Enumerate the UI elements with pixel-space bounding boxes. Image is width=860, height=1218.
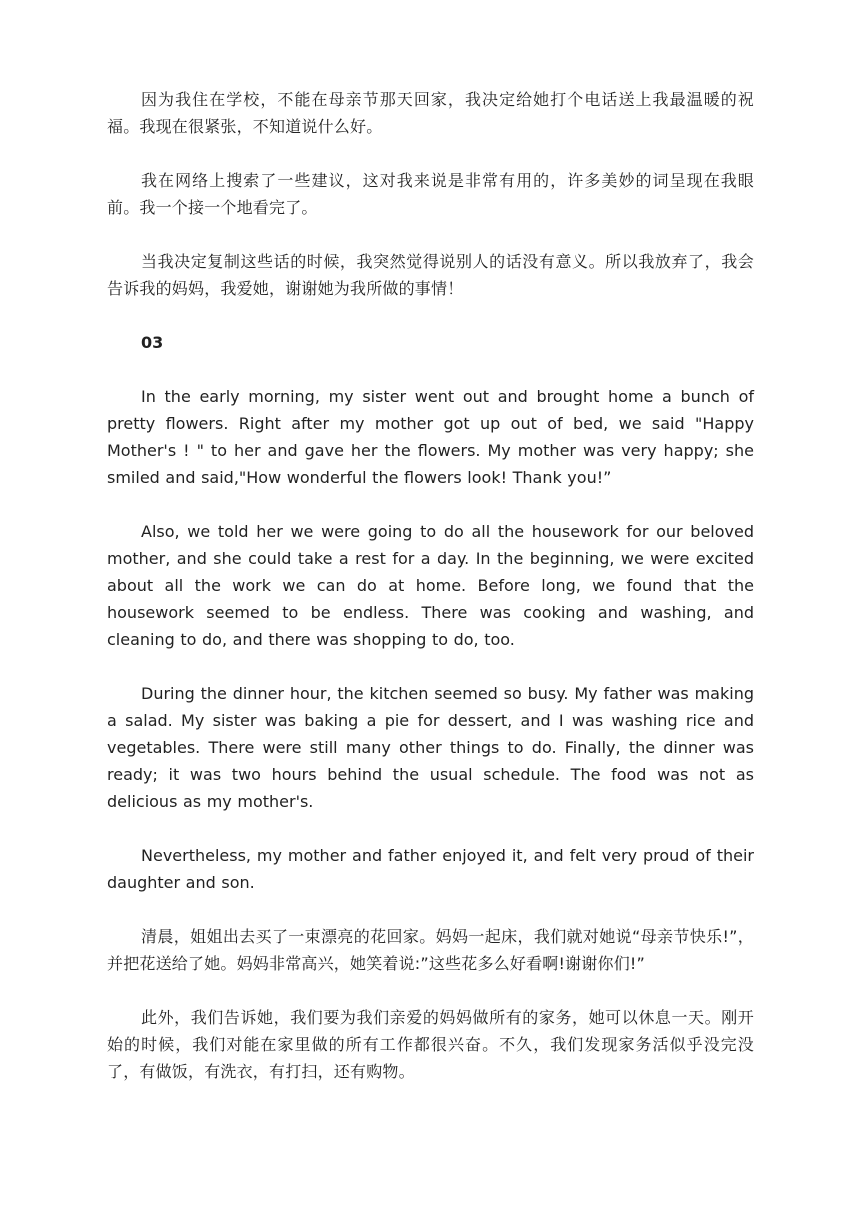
chinese-paragraph-2: 此外，我们告诉她，我们要为我们亲爱的妈妈做所有的家务，她可以休息一天。刚开始的时候，我们对能在家里做的所有工作都很兴奋。不久，我们发现家务活似乎没完没了，有做饭，有洗衣，有打扫，还有购物。 — [107, 1008, 754, 1081]
english-paragraph-1: In the early morning, my sister went out and brought home a bunch of pretty flowers. Right after my mother got up out of bed, we said "Happy Mother's ! " to her and gave her the flowers. My mother was very happy; she smiled and said,"How wonderful the flowers look! Thank you!” — [107, 387, 754, 487]
section-number: 03 — [141, 333, 164, 352]
english-paragraph-3: During the dinner hour, the kitchen seemed so busy. My father was making a salad. My sister was baking a pie for dessert, and I was washing rice and vegetables. There were still many other things to do. Finally, the dinner was ready; it was two hours behind the usual schedule. The food was not as delicious as my mother's. — [107, 684, 754, 811]
intro-paragraph-1: 因为我住在学校，不能在母亲节那天回家，我决定给她打个电话送上我最温暖的祝福。我现在很紧张，不知道说什么好。 — [107, 90, 754, 136]
intro-paragraph-2: 我在网络上搜索了一些建议，这对我来说是非常有用的，许多美妙的词呈现在我眼前。我一个接一个地看完了。 — [107, 171, 754, 217]
chinese-paragraph-1: 清晨，姐姐出去买了一束漂亮的花回家。妈妈一起床，我们就对她说“母亲节快乐!”，并把花送给了她。妈妈非常高兴，她笑着说:”这些花多么好看啊!谢谢你们!” — [107, 927, 754, 973]
english-paragraph-4: Nevertheless, my mother and father enjoyed it, and felt very proud of their daughter and son. — [107, 846, 754, 892]
english-paragraph-2: Also, we told her we were going to do all the housework for our beloved mother, and she could take a rest for a day. In the beginning, we were excited about all the work we can do at home. Before long, we found that the housework seemed to be endless. There was cooking and washing, and cleaning to do, and there was shopping to do, too. — [107, 522, 754, 649]
intro-paragraph-3: 当我决定复制这些话的时候，我突然觉得说别人的话没有意义。所以我放弃了，我会告诉我的妈妈，我爱她，谢谢她为我所做的事情！ — [107, 252, 754, 298]
